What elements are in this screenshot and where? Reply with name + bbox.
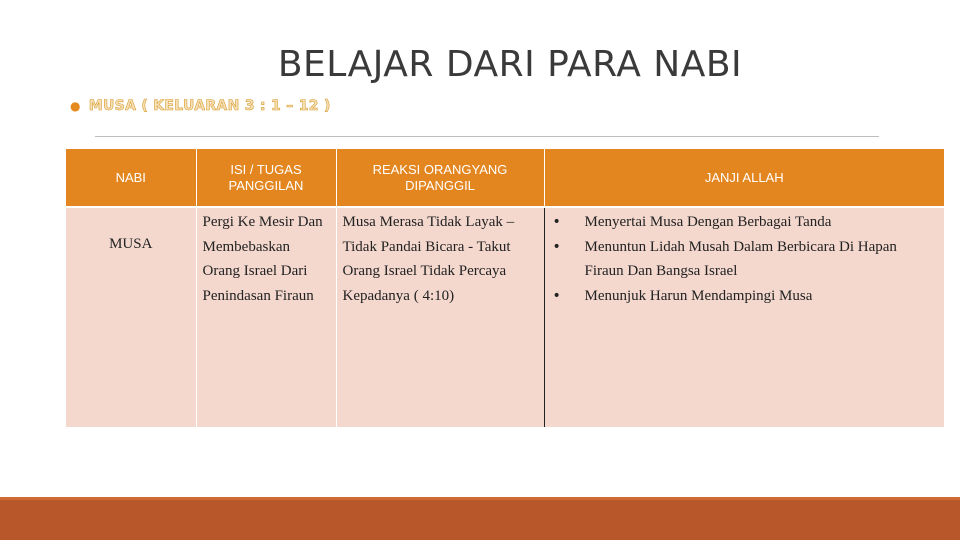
footer-accent-line	[0, 497, 960, 500]
divider	[95, 136, 879, 137]
bullet-icon: •	[552, 238, 561, 255]
list-item	[551, 235, 939, 284]
prophet-table	[66, 149, 944, 427]
bullet-icon: •	[552, 214, 561, 230]
list-item	[551, 210, 939, 235]
header-reaksi: REAKSI ORANGYANG DIPANGGIL	[336, 149, 544, 207]
janji-text: Menuntun Lidah Musah Dalam Berbicara Di Hapan Firaun Dan Bangsa Israel	[584, 238, 897, 279]
janji-list	[551, 210, 939, 308]
cell-nabi: MUSA	[66, 207, 196, 427]
table-row	[66, 207, 944, 427]
bullet-icon: ●	[70, 99, 81, 113]
header-janji: JANJI ALLAH	[544, 149, 944, 207]
janji-text: Menyertai Musa Dengan Berbagai Tanda	[584, 214, 832, 230]
header-nabi: NABI	[66, 149, 196, 207]
footer-bar	[0, 497, 960, 540]
table-header-row	[66, 149, 944, 207]
cell-tugas: Pergi Ke Mesir Dan Membebaskan Orang Israel Dari Penindasan Firaun	[196, 207, 336, 427]
cell-reaksi: Musa Merasa Tidak Layak – Tidak Pandai Bicara - Takut Orang Israel Tidak Percaya Kepadanya ( 4:10)	[336, 207, 544, 427]
list-item	[551, 284, 939, 309]
bullet-icon: •	[552, 287, 561, 304]
janji-text: Menunjuk Harun Mendampingi Musa	[584, 287, 813, 304]
header-tugas: ISI / TUGAS PANGGILAN	[196, 149, 336, 207]
slide-title: BELAJAR DARI PARA NABI	[277, 44, 743, 85]
cell-janji	[544, 207, 944, 427]
subtitle-text: MUSA ( KELUARAN 3 : 1 – 12 )	[88, 98, 331, 114]
subtitle-line	[70, 98, 331, 114]
